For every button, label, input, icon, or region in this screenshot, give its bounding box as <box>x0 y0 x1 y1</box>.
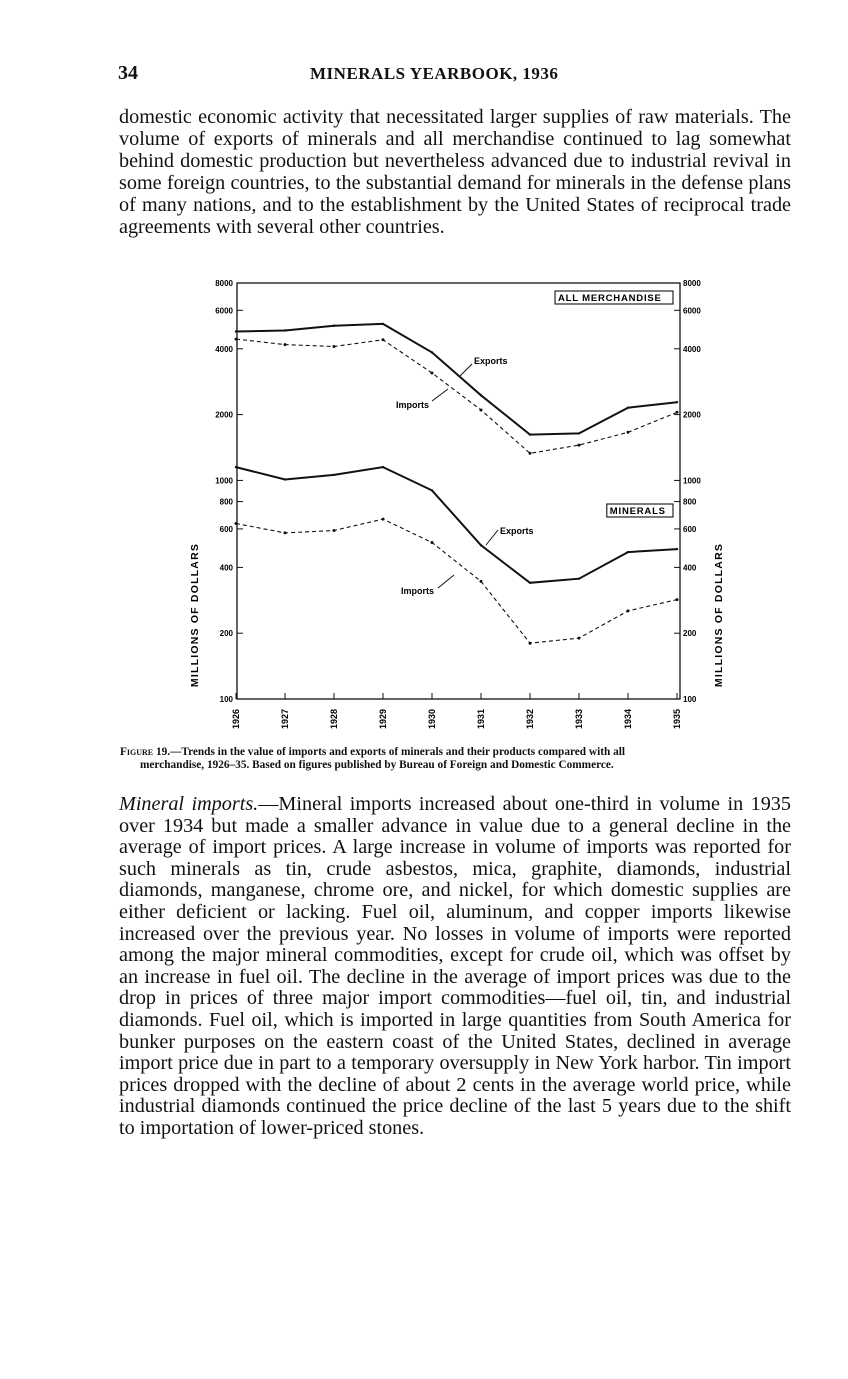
paragraph-lead: Mineral imports. <box>119 793 259 815</box>
y-tick-label-right: 2000 <box>683 410 701 420</box>
x-tick-label: 1926 <box>231 709 241 730</box>
point-all-merchandise-exports <box>627 407 629 409</box>
y-tick-label-left: 600 <box>219 524 233 534</box>
y-axis-label-right: MILLIONS OF DOLLARS <box>713 542 725 688</box>
y-tick-label-right: 6000 <box>683 306 701 316</box>
point-minerals-imports <box>382 518 385 521</box>
y-tick-label-right: 8000 <box>683 279 701 288</box>
callout-merch-imports: Imports <box>396 400 430 410</box>
callout-merch-exports-leader <box>460 364 472 376</box>
y-tick-label-right: 4000 <box>683 344 701 354</box>
point-minerals-exports <box>333 474 335 476</box>
point-all-merchandise-imports <box>676 411 679 414</box>
point-all-merchandise-exports <box>235 330 237 332</box>
x-tick-label: 1932 <box>525 709 535 730</box>
running-title: MINERALS YEARBOOK, 1936 <box>310 64 559 83</box>
body-paragraph-1: domestic economic activity that necessitated larger supplies of raw materials. The volume of exports of minerals and all merchandise continued to lag somewhat behind domestic production but nevertheless advanced due to industrial revival in some foreign countries, to the substantial demand for minerals in the defense plans of many nations, and to the establishment by the United States of reciprocal trade agreements with several other countries. <box>119 106 791 238</box>
x-tick-label: 1928 <box>329 709 339 730</box>
x-tick-label: 1931 <box>476 709 486 730</box>
y-tick-label-left: 6000 <box>215 306 233 316</box>
y-tick-label-left: 2000 <box>215 410 233 420</box>
x-tick-label: 1929 <box>378 709 388 730</box>
point-all-merchandise-exports <box>578 432 580 434</box>
chart-annotations <box>396 291 673 596</box>
caption-label: Figure 19. <box>120 746 171 758</box>
callout-merch-exports: Exports <box>474 356 508 366</box>
y-tick-label-left: 400 <box>219 563 233 573</box>
series-all-merchandise-imports <box>236 339 677 453</box>
y-tick-label-right: 800 <box>683 497 697 507</box>
trade-chart <box>170 268 770 738</box>
chart-frame <box>237 283 680 699</box>
y-tick-label-right: 400 <box>683 563 697 573</box>
x-tick-label: 1933 <box>574 709 584 730</box>
point-all-merchandise-imports <box>235 338 238 341</box>
series-minerals-exports <box>236 467 677 583</box>
y-tick-label-right: 100 <box>683 695 697 704</box>
point-all-merchandise-imports <box>382 338 385 341</box>
x-tick-label: 1927 <box>280 709 290 730</box>
point-all-merchandise-imports <box>333 345 336 348</box>
point-all-merchandise-imports <box>284 343 287 346</box>
y-tick-label-right: 1000 <box>683 476 701 486</box>
point-all-merchandise-exports <box>382 323 384 325</box>
point-minerals-imports <box>284 531 287 534</box>
body-paragraph-2 <box>119 794 791 1140</box>
point-minerals-imports <box>235 522 238 525</box>
point-all-merchandise-imports <box>529 452 532 455</box>
point-all-merchandise-imports <box>578 444 581 447</box>
point-minerals-imports <box>627 609 630 612</box>
point-all-merchandise-exports <box>333 325 335 327</box>
point-all-merchandise-imports <box>431 372 434 375</box>
point-all-merchandise-exports <box>284 329 286 331</box>
callout-minerals-imports-leader <box>438 575 454 588</box>
point-all-merchandise-exports <box>529 433 531 435</box>
y-axis-left <box>215 279 243 704</box>
page-number: 34 <box>118 62 138 84</box>
y-tick-label-left: 8000 <box>215 279 233 288</box>
panel-label-all-merchandise: ALL MERCHANDISE <box>558 293 662 304</box>
caption-line-1: —Trends in the value of imports and exports of minerals and their products compared with all <box>170 746 626 758</box>
y-tick-label-left: 800 <box>219 497 233 507</box>
panel-label-minerals: MINERALS <box>609 506 666 517</box>
point-minerals-imports <box>480 580 483 583</box>
point-minerals-exports <box>578 578 580 580</box>
point-minerals-exports <box>627 551 629 553</box>
point-all-merchandise-imports <box>480 409 483 412</box>
point-minerals-exports <box>382 466 384 468</box>
callout-merch-imports-leader <box>432 389 448 401</box>
point-minerals-exports <box>235 466 237 468</box>
y-tick-label-left: 100 <box>219 695 233 704</box>
callout-minerals-imports: Imports <box>401 586 435 596</box>
point-minerals-exports <box>480 544 482 546</box>
paragraph-body: —Mineral imports increased about one-third in volume in 1935 over 1934 but made a smaller advance in value due to a general decline in the average of import prices. A large increase in volume of imports was reported for such minerals as tin, crude asbestos, mica, graphite, diamonds, industrial diamonds, manganese, chrome ore, and nickel, for which domestic supplies are either deficient or lacking. Fuel oil, aluminum, and copper imports likewise increased over the previous year. No losses in volume of imports were reported among the major mineral commodities, except for crude oil, which was offset by an increase in fuel oil. The decline in the average of import prices was due to the drop in prices of three major import commodities—fuel oil, tin, and industrial diamonds. Fuel oil, which is imported in large quantities from South America for bunker purposes on the eastern coast of the United States, declined in average import price due in part to a temporary oversupply in New York harbor. Tin import prices dropped with the decline of about 2 cents in the average world price, while industrial diamonds continued the price decline of the last 5 years due to the shift to importation of lower-priced stones. <box>119 793 791 1139</box>
x-tick-label: 1930 <box>427 709 437 730</box>
series-all-merchandise-exports <box>236 324 677 435</box>
point-all-merchandise-imports <box>627 431 630 434</box>
x-tick-label: 1934 <box>623 709 633 730</box>
figure-caption <box>120 746 792 772</box>
point-minerals-imports <box>529 642 532 645</box>
point-minerals-imports <box>676 598 679 601</box>
chart-series <box>235 323 679 645</box>
point-minerals-imports <box>578 637 581 640</box>
point-all-merchandise-exports <box>676 401 678 403</box>
series-minerals-imports <box>236 519 677 643</box>
point-minerals-exports <box>529 582 531 584</box>
caption-line-2: merchandise, 1926–35. Based on figures published by Bureau of Foreign and Domestic Commerce. <box>140 759 614 771</box>
y-tick-label-right: 600 <box>683 524 697 534</box>
y-axis-right <box>674 279 701 704</box>
callout-minerals-exports-leader <box>486 530 498 545</box>
y-tick-label-left: 1000 <box>215 476 233 486</box>
point-minerals-exports <box>431 489 433 491</box>
y-tick-label-left: 4000 <box>215 344 233 354</box>
point-all-merchandise-exports <box>480 394 482 396</box>
point-minerals-exports <box>676 548 678 550</box>
y-tick-label-left: 200 <box>219 629 233 639</box>
y-axis-label-left: MILLIONS OF DOLLARS <box>189 542 201 688</box>
plot-border <box>237 283 680 699</box>
point-minerals-imports <box>431 541 434 544</box>
y-tick-label-right: 200 <box>683 629 697 639</box>
x-tick-label: 1935 <box>672 709 682 730</box>
point-minerals-exports <box>284 478 286 480</box>
point-all-merchandise-exports <box>431 351 433 353</box>
point-minerals-imports <box>333 529 336 532</box>
callout-minerals-exports: Exports <box>500 526 534 536</box>
